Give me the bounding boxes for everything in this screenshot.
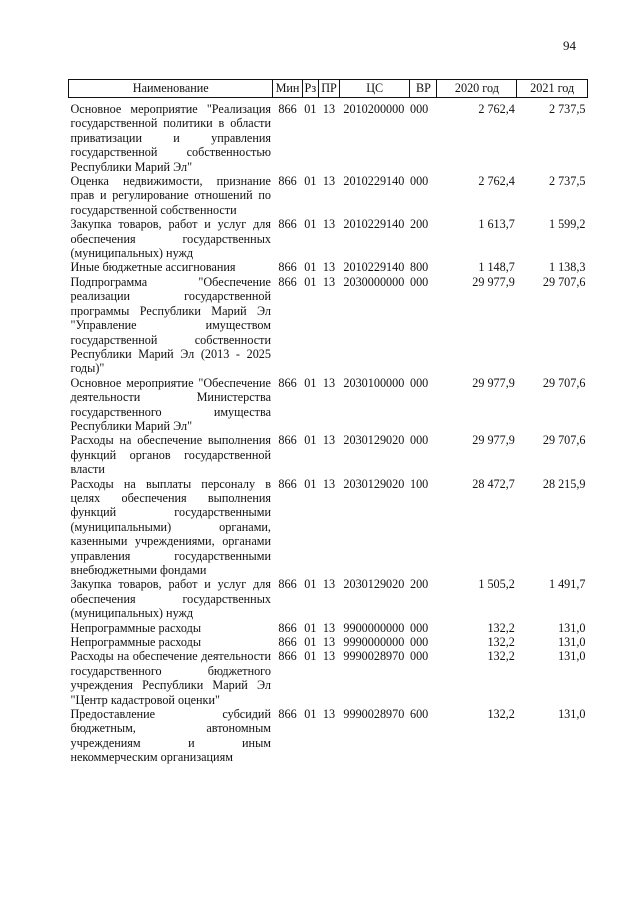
row-2021: 1 138,3 <box>548 260 586 275</box>
row-min: 866 <box>278 577 297 592</box>
row-2020: 28 472,7 <box>472 476 515 491</box>
row-name: Закупка товаров, работ и услуг для обеспечения государственных (муниципальных) нужд <box>70 217 271 261</box>
row-name: Непрограммные расходы <box>70 620 202 635</box>
row-rz: 01 <box>304 649 317 664</box>
row-2021: 29 707,6 <box>542 375 586 390</box>
row-2020: 2 762,4 <box>478 102 515 116</box>
row-pr: 13 <box>322 476 336 491</box>
row-rz: 01 <box>304 260 317 275</box>
row-min: 866 <box>278 174 297 189</box>
row-2020: 1 505,2 <box>478 577 515 592</box>
row-2021: 1 599,2 <box>548 217 586 232</box>
row-pr: 13 <box>322 433 336 448</box>
table-row <box>69 707 588 765</box>
row-rz: 01 <box>304 274 317 289</box>
row-pr: 13 <box>322 707 336 722</box>
row-rz: 01 <box>304 102 317 116</box>
row-2021: 2 737,5 <box>548 174 586 189</box>
row-2021: 131,0 <box>558 620 586 635</box>
header-name: Наименование <box>69 80 273 98</box>
row-rz: 01 <box>304 476 317 491</box>
row-min: 866 <box>278 102 297 116</box>
row-rz: 01 <box>304 620 317 635</box>
header-2020: 2020 год <box>437 80 517 98</box>
row-name: Непрограммные расходы <box>70 635 202 650</box>
row-name: Расходы на обеспечение деятельности государственного бюджетного учреждения Республики Марий Эл "Центр кадастровой оценки" <box>70 649 271 707</box>
row-2020: 2 762,4 <box>478 174 515 189</box>
row-2020: 29 977,9 <box>472 375 515 390</box>
row-min: 866 <box>278 620 297 635</box>
row-cs: 2030100000 <box>343 375 405 390</box>
budget-table <box>68 79 588 765</box>
row-name: Оценка недвижимости, признание прав и регулирование отношений по государственной собственности <box>70 174 271 217</box>
row-vr: 000 <box>409 635 429 650</box>
row-2020: 29 977,9 <box>472 274 515 289</box>
row-min: 866 <box>278 649 297 664</box>
row-min: 866 <box>278 635 297 650</box>
table-row <box>69 174 588 217</box>
row-min: 866 <box>278 707 297 722</box>
row-name: Расходы на выплаты персоналу в целях обеспечения выполнения функций государственными (муниципальными) органами, казенными учреждениями, органами управления государственными внебюджетными фондами <box>70 476 271 577</box>
row-name: Основное мероприятие "Реализация государственной политики в области приватизации и управления государственной собственностью Республики Марий Эл" <box>70 102 271 174</box>
row-2021: 29 707,6 <box>542 433 586 448</box>
row-vr: 000 <box>409 274 429 289</box>
row-2020: 132,2 <box>487 649 515 664</box>
row-pr: 13 <box>322 635 336 650</box>
row-rz: 01 <box>304 217 317 232</box>
row-2021: 131,0 <box>558 635 586 650</box>
table-row <box>69 376 588 434</box>
table-row <box>69 260 588 274</box>
row-name: Основное мероприятие "Обеспечение деятельности Министерства государственного имущества Республики Марий Эл" <box>70 375 271 433</box>
row-cs: 9990000000 <box>343 635 405 650</box>
row-min: 866 <box>278 433 297 448</box>
table-row <box>69 217 588 260</box>
row-pr: 13 <box>322 375 336 390</box>
row-2020: 1 613,7 <box>478 217 515 232</box>
row-rz: 01 <box>304 707 317 722</box>
table-row <box>69 98 588 175</box>
row-cs: 9990028970 <box>343 707 405 722</box>
table-header-row <box>69 80 588 98</box>
table-row <box>69 433 588 476</box>
row-pr: 13 <box>322 174 336 189</box>
row-2021: 29 707,6 <box>542 274 586 289</box>
table-row <box>69 649 588 707</box>
row-2020: 132,2 <box>487 707 515 722</box>
row-2021: 28 215,9 <box>542 476 586 491</box>
row-vr: 000 <box>409 174 429 189</box>
row-2021: 1 491,7 <box>548 577 586 592</box>
row-vr: 000 <box>409 102 429 116</box>
row-2020: 29 977,9 <box>472 433 515 448</box>
table-body <box>69 98 588 765</box>
row-cs: 9990028970 <box>343 649 405 664</box>
row-2020: 132,2 <box>487 635 515 650</box>
row-cs: 2030129020 <box>343 577 405 592</box>
row-cs: 2030129020 <box>343 433 405 448</box>
header-vr: ВР <box>410 80 437 98</box>
header-min: Мин <box>273 80 302 98</box>
row-min: 866 <box>278 274 297 289</box>
page-number: 94 <box>563 38 576 53</box>
row-vr: 000 <box>409 375 429 390</box>
row-cs: 2010229140 <box>343 174 405 189</box>
table-row <box>69 477 588 578</box>
row-vr: 200 <box>409 577 429 592</box>
row-rz: 01 <box>304 635 317 650</box>
row-pr: 13 <box>322 260 336 275</box>
row-vr: 600 <box>409 707 429 722</box>
header-rz: Рз <box>302 80 319 98</box>
row-pr: 13 <box>322 274 336 289</box>
row-name: Предоставление субсидий бюджетным, автономным учреждениям и иным некоммерческим организациям <box>70 707 271 765</box>
row-rz: 01 <box>304 577 317 592</box>
row-vr: 000 <box>409 620 429 635</box>
row-2020: 1 148,7 <box>478 260 515 275</box>
row-vr: 800 <box>409 260 429 275</box>
row-cs: 2010200000 <box>343 102 405 116</box>
row-name: Иные бюджетные ассигнования <box>70 260 236 275</box>
row-pr: 13 <box>322 102 336 116</box>
row-pr: 13 <box>322 577 336 592</box>
row-min: 866 <box>278 476 297 491</box>
row-name: Подпрограмма "Обеспечение реализации государственной программы Республики Марий Эл "Управление имуществом государственной собственности Республики Марий Эл (2013 - 2025 годы)" <box>70 274 271 376</box>
row-2021: 131,0 <box>558 649 586 664</box>
row-pr: 13 <box>322 649 336 664</box>
header-cs: ЦС <box>339 80 410 98</box>
row-vr: 000 <box>409 649 429 664</box>
table-row <box>69 635 588 649</box>
header-2021: 2021 год <box>517 80 588 98</box>
row-rz: 01 <box>304 375 317 390</box>
table-row <box>69 621 588 635</box>
row-2021: 2 737,5 <box>548 102 586 116</box>
row-min: 866 <box>278 260 297 275</box>
row-min: 866 <box>278 375 297 390</box>
row-min: 866 <box>278 217 297 232</box>
row-pr: 13 <box>322 620 336 635</box>
header-pr: ПР <box>319 80 340 98</box>
row-2021: 131,0 <box>558 707 586 722</box>
row-rz: 01 <box>304 174 317 189</box>
row-cs: 2010229140 <box>343 217 405 232</box>
row-vr: 000 <box>409 433 429 448</box>
row-cs: 9900000000 <box>343 620 405 635</box>
row-name: Расходы на обеспечение выполнения функций органов государственной власти <box>70 433 271 477</box>
table-row <box>69 577 588 620</box>
row-rz: 01 <box>304 433 317 448</box>
row-vr: 100 <box>409 476 429 491</box>
row-cs: 2010229140 <box>343 260 405 275</box>
table-row <box>69 275 588 376</box>
row-2020: 132,2 <box>487 620 515 635</box>
row-pr: 13 <box>322 217 336 232</box>
row-vr: 200 <box>409 217 429 232</box>
row-name: Закупка товаров, работ и услуг для обеспечения государственных (муниципальных) нужд <box>70 577 271 621</box>
row-cs: 2030129020 <box>343 476 405 491</box>
row-cs: 2030000000 <box>343 274 405 289</box>
